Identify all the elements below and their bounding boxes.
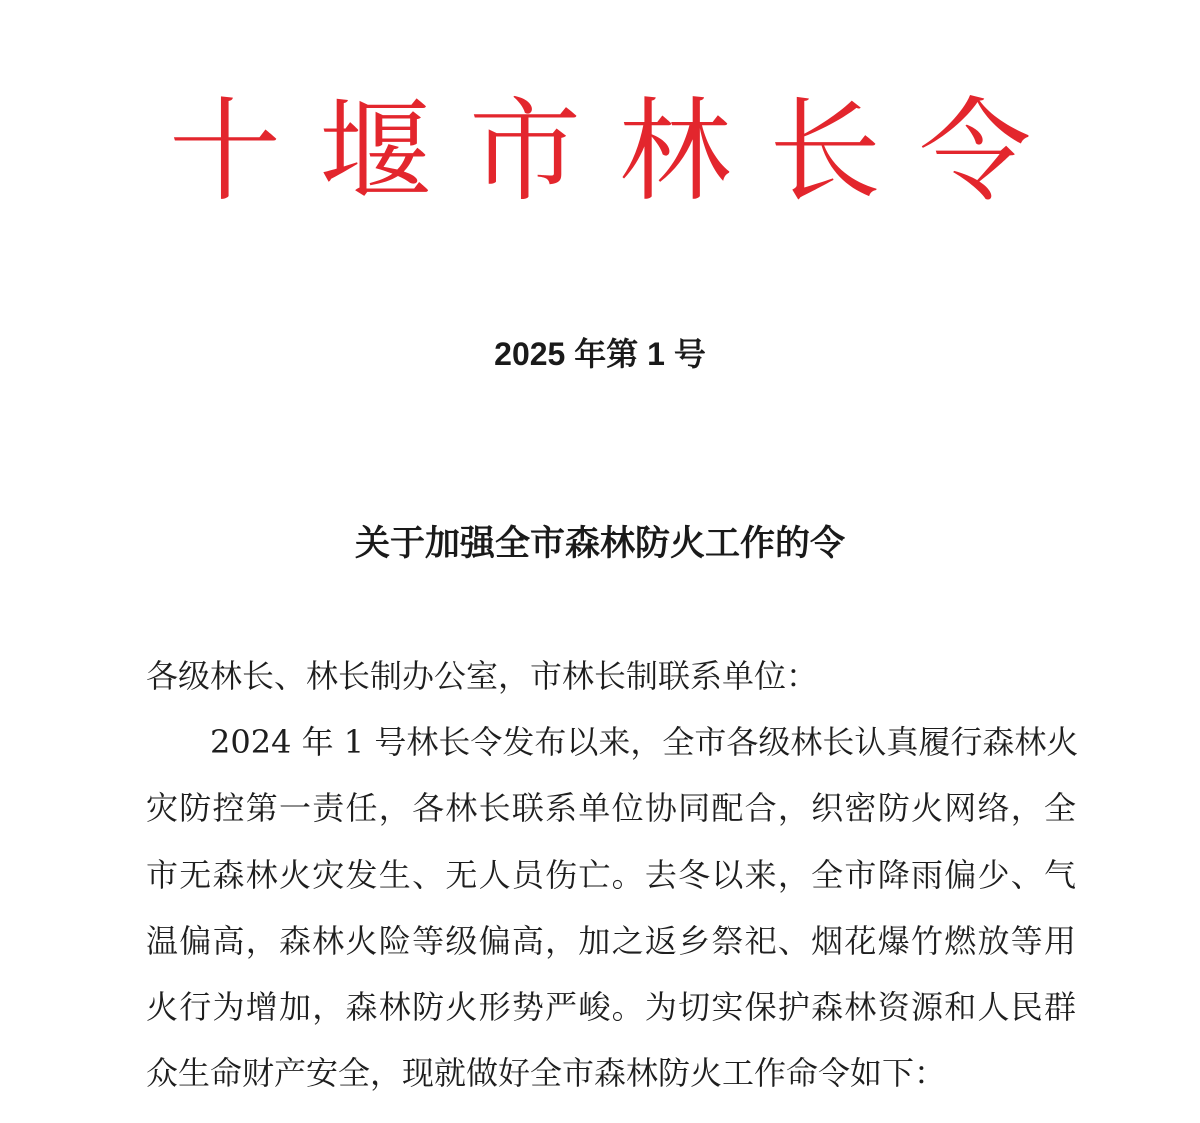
body-line: 灾防控第一责任，各林长联系单位协同配合，织密防火网络，全 bbox=[146, 789, 1076, 828]
document-body bbox=[146, 657, 1079, 1123]
body-line: 火行为增加，森林防火形势严峻。为切实保护森林资源和人民群 bbox=[146, 987, 1076, 1026]
salutation-line: 各级林长、林长制办公室，市林长制联系单位： bbox=[146, 657, 819, 695]
body-line: 温偏高，森林火险等级偏高，加之返乡祭祀、烟花爆竹燃放等用 bbox=[146, 921, 1076, 960]
body-line: 众生命财产安全，现就做好全市森林防火工作命令如下： bbox=[146, 1054, 947, 1093]
document-title: 关于加强全市森林防火工作的令 bbox=[354, 523, 845, 564]
body-line: 2024 年 1 号林长令发布以来，全市各级林长认真履行森林火 bbox=[210, 723, 1079, 762]
document-header: 十堰市林长令 bbox=[169, 87, 1069, 217]
document-number: 2025 年第 1 号 bbox=[494, 336, 706, 372]
body-line: 市无森林火灾发生、无人员伤亡。去冬以来，全市降雨偏少、气 bbox=[146, 855, 1076, 894]
